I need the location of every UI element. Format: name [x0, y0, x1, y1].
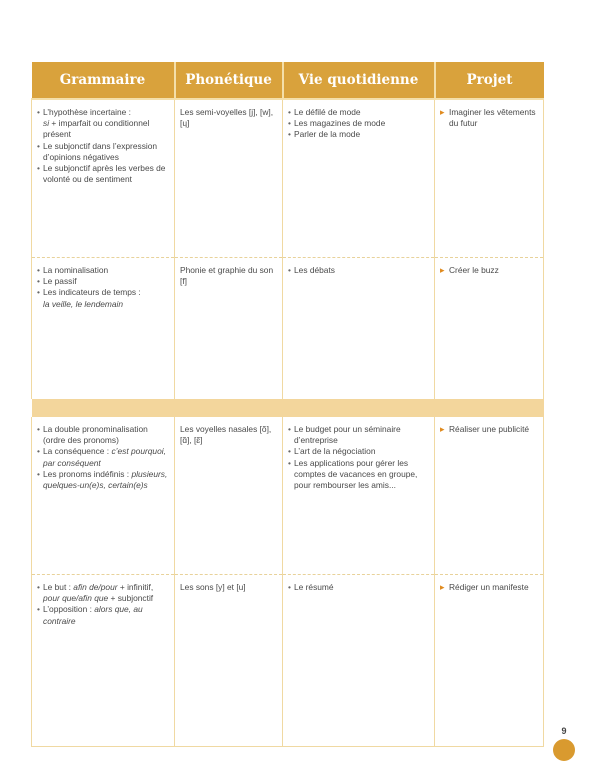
projet-cell: [435, 575, 544, 747]
header-vie-quotidienne: Vie quotidienne: [283, 62, 435, 99]
list-item: • Les pronoms indéfinis : plusieurs, quelques-un(e)s, certain(e)s: [37, 469, 170, 491]
vie-cell: [283, 258, 435, 400]
grammaire-cell: [32, 99, 175, 258]
grammaire-cell: [32, 258, 175, 400]
projet-item: ▸ Créer le buzz: [440, 265, 539, 276]
page-number: 9: [561, 726, 567, 736]
list-item: • Les applications pour gérer les comptes de vacances en groupe, pour rembourser les amis...: [288, 458, 430, 492]
projet-item: ▸ Imaginer les vêtements du futur: [440, 107, 539, 129]
list-item: • Le subjonctif dans l’expression d’opinions négatives: [37, 141, 170, 163]
list-item: • Les débats: [288, 265, 430, 276]
vie-cell: [283, 99, 435, 258]
header-projet: Projet: [435, 62, 544, 99]
list-item: • Le passif: [37, 276, 170, 287]
vie-cell: [283, 575, 435, 747]
projet-cell: [435, 417, 544, 575]
phonetique-cell: Les voyelles nasales [õ], [ɑ̃], [ɛ̃]: [175, 417, 283, 575]
list-item: • Le subjonctif après les verbes de volonté ou de sentiment: [37, 163, 170, 185]
list-item: • Le résumé: [288, 582, 430, 593]
header-phonetique: Phonétique: [175, 62, 283, 99]
list-item: • Parler de la mode: [288, 129, 430, 140]
list-item: • Les indicateurs de temps : la veille, le lendemain: [37, 287, 170, 309]
table-row: [32, 258, 544, 400]
list-item: • Le but : afin de/pour + infinitif, pour que/afin que + subjonctif: [37, 582, 170, 604]
projet-item: ▸ Réaliser une publicité: [440, 424, 539, 435]
page-tab-marker: [553, 739, 575, 761]
header-grammaire: Grammaire: [32, 62, 175, 99]
header-row: [32, 62, 544, 99]
projet-cell: [435, 258, 544, 400]
list-item: • Les magazines de mode: [288, 118, 430, 129]
list-item: • Le budget pour un séminaire d’entreprise: [288, 424, 430, 446]
list-item: • Le défilé de mode: [288, 107, 430, 118]
grammaire-cell: [32, 575, 175, 747]
unit-band: [32, 399, 544, 417]
list-item: • L’art de la négociation: [288, 446, 430, 457]
list-item: • La nominalisation: [37, 265, 170, 276]
list-item: • L’opposition : alors que, au contraire: [37, 604, 170, 626]
phonetique-cell: Phonie et graphie du son [f]: [175, 258, 283, 400]
table-row: [32, 575, 544, 747]
list-item: • L’hypothèse incertaine : si + imparfait ou conditionnel présent: [37, 107, 170, 141]
grammaire-cell: [32, 417, 175, 575]
phonetique-cell: Les semi-voyelles [j], [w], [ɥ]: [175, 99, 283, 258]
projet-cell: [435, 99, 544, 258]
vie-cell: [283, 417, 435, 575]
phonetique-cell: Les sons [y] et [u]: [175, 575, 283, 747]
list-item: • La double pronominalisation (ordre des pronoms): [37, 424, 170, 446]
syllabus-table: [31, 62, 544, 747]
table-row: [32, 99, 544, 258]
projet-item: ▸ Rédiger un manifeste: [440, 582, 539, 593]
list-item: • La conséquence : c’est pourquoi, par conséquent: [37, 446, 170, 468]
table-row: [32, 417, 544, 575]
